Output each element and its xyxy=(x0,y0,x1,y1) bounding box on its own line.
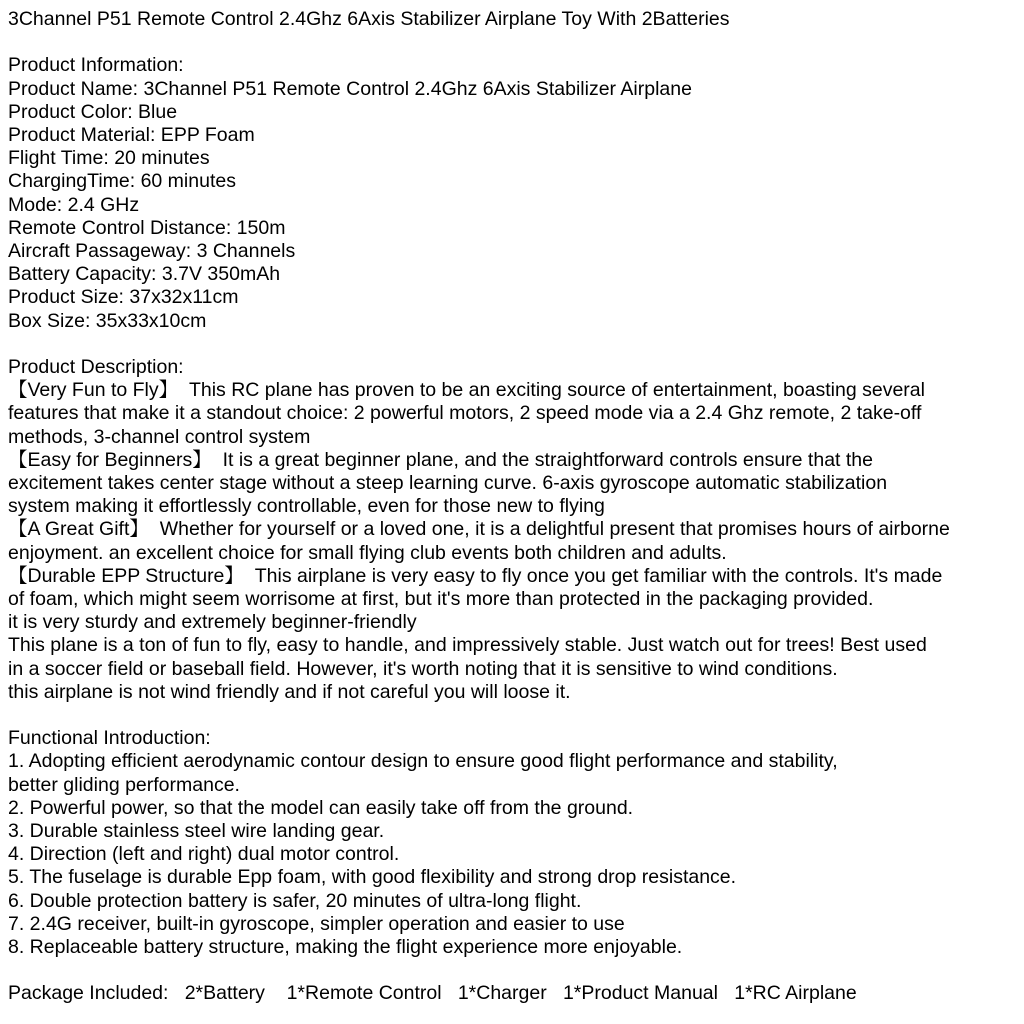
text-line: 8. Replaceable battery structure, making the flight experience more enjoyable. xyxy=(8,936,683,959)
text-line: Product Size: 37x32x11cm xyxy=(8,286,239,309)
text-line: Product Name: 3Channel P51 Remote Control 2.4Ghz 6Axis Stabilizer Airplane xyxy=(8,77,692,100)
text-line: methods, 3-channel control system xyxy=(8,425,311,448)
text-line: 1. Adopting efficient aerodynamic contour design to ensure good flight performance and stability, xyxy=(8,750,838,773)
text-line: 6. Double protection battery is safer, 20 minutes of ultra-long flight. xyxy=(8,889,582,912)
text-line: 2. Powerful power, so that the model can easily take off from the ground. xyxy=(8,796,634,819)
text-line: it is very sturdy and extremely beginner-friendly xyxy=(8,611,417,634)
text-line: Product Color: Blue xyxy=(8,100,178,123)
text-line: system making it effortlessly controllable, even for those new to flying xyxy=(8,495,605,518)
text-line: Battery Capacity: 3.7V 350mAh xyxy=(8,263,281,286)
section-product-description xyxy=(8,356,1018,704)
section-heading: Product Description: xyxy=(8,356,184,379)
text-line: Aircraft Passageway: 3 Channels xyxy=(8,240,296,263)
section-product-information xyxy=(8,54,1018,332)
text-line: Flight Time: 20 minutes xyxy=(8,147,210,170)
text-line: of foam, which might seem worrisome at first, but it's more than protected in the packaging provided. xyxy=(8,588,874,611)
text-line: 4. Direction (left and right) dual motor control. xyxy=(8,843,400,866)
text-line: 7. 2.4G receiver, built-in gyroscope, simpler operation and easier to use xyxy=(8,912,625,935)
section-heading: Product Information: xyxy=(8,54,184,77)
text-line: 【Durable EPP Structure】 This airplane is very easy to fly once you get familiar with the controls. It's made xyxy=(8,564,943,587)
text-line: 【A Great Gift】 Whether for yourself or a loved one, it is a delightful present that promises hours of airborne xyxy=(8,518,950,541)
text-line: Package Included: 2*Battery 1*Remote Control 1*Charger 1*Product Manual 1*RC Airplane xyxy=(8,982,857,1005)
text-line: Product Material: EPP Foam xyxy=(8,124,255,146)
text-line: Box Size: 35x33x10cm xyxy=(8,309,207,332)
text-line: Remote Control Distance: 150m xyxy=(8,216,286,239)
text-line: 3. Durable stainless steel wire landing gear. xyxy=(8,820,385,843)
text-line: This plane is a ton of fun to fly, easy to handle, and impressively stable. Just watch out for trees! Best used xyxy=(8,634,927,657)
text-line: Mode: 2.4 GHz xyxy=(8,193,140,216)
text-line: features that make it a standout choice: 2 powerful motors, 2 speed mode via a 2.4 Ghz remote, 2 take-off xyxy=(8,402,922,425)
text-line: better gliding performance. xyxy=(8,773,240,796)
section-functional-introduction xyxy=(8,727,1018,959)
text-line: ChargingTime: 60 minutes xyxy=(8,170,236,193)
text-line: 5. The fuselage is durable Epp foam, with good flexibility and strong drop resistance. xyxy=(8,866,737,889)
text-line: in a soccer field or baseball field. However, it's worth noting that it is sensitive to wind conditions. xyxy=(8,657,838,680)
section-heading: Functional Introduction: xyxy=(8,727,211,750)
section-package-included xyxy=(8,982,1018,1005)
text-line: 【Easy for Beginners】 It is a great beginner plane, and the straightforward controls ensure that the xyxy=(8,448,873,471)
text-line: excitement takes center stage without a steep learning curve. 6-axis gyroscope automatic stabilization xyxy=(8,472,888,495)
text-line: enjoyment. an excellent choice for small flying club events both children and adults. xyxy=(8,541,727,564)
document-title: 3Channel P51 Remote Control 2.4Ghz 6Axis Stabilizer Airplane Toy With 2Batteries xyxy=(8,8,730,30)
text-line: this airplane is not wind friendly and if not careful you will loose it. xyxy=(8,680,571,703)
text-line: 【Very Fun to Fly】 This RC plane has proven to be an exciting source of entertainment, boasting several xyxy=(8,379,925,402)
